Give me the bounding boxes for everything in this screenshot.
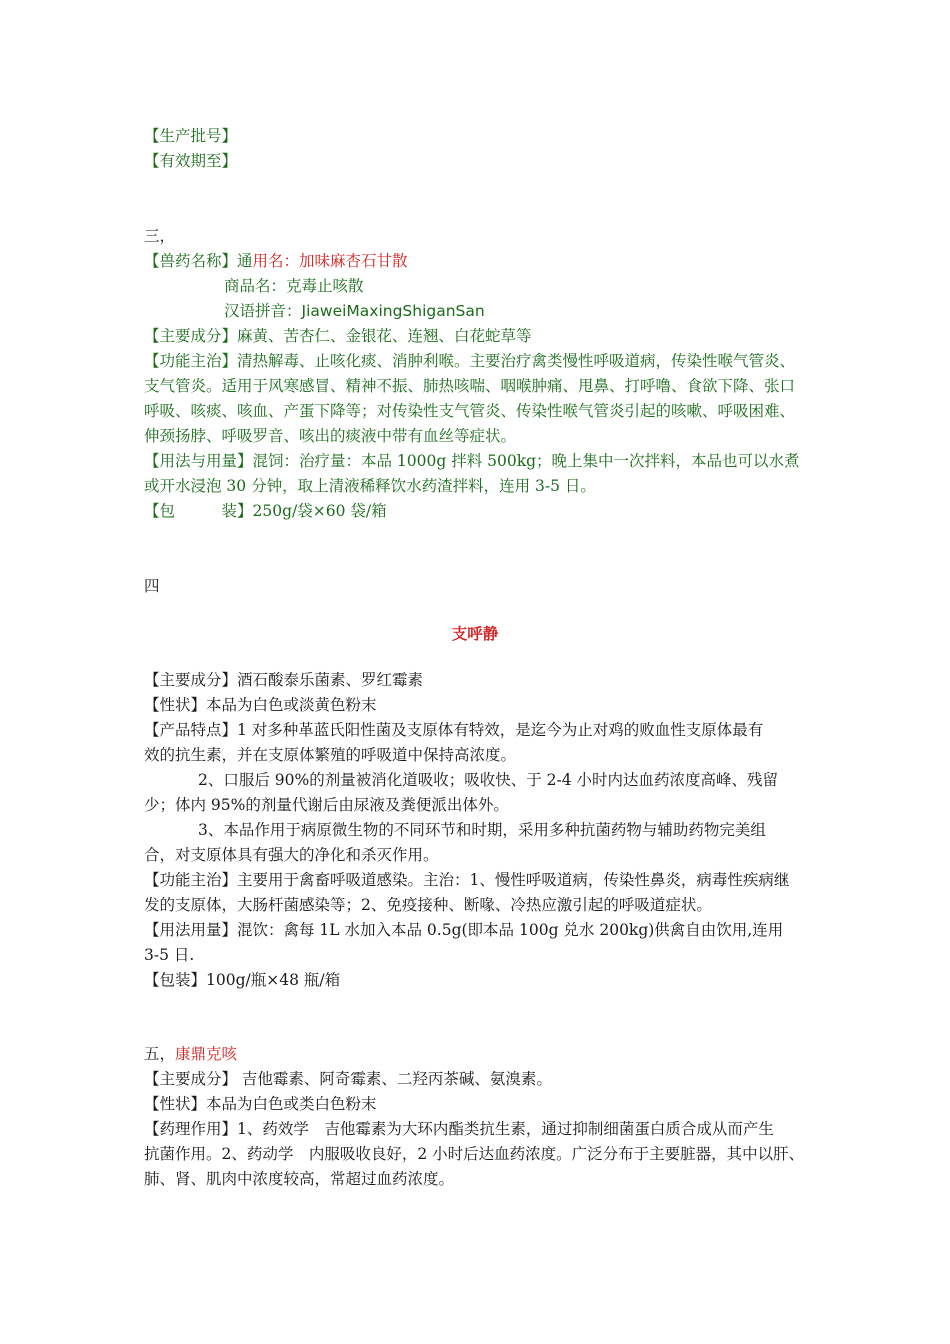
section-4-features-4: 少；体内 95%的剂量代谢后由尿液及粪便派出体外。: [144, 796, 509, 814]
section-5-pharmacology-1: 【药理作用】1、药效学 吉他霉素为大环内酯类抗生素，通过抑制细菌蛋白质合成从而产生: [144, 1120, 774, 1138]
section-4-indications-2: 发的支原体，大肠杆菌感染等；2、免疫接种、断喙、冷热应激引起的呼吸道症状。: [144, 896, 712, 914]
trade-name: 商品名：克毒止咳散: [224, 277, 364, 295]
section-4-features-1: 【产品特点】1 对多种革蓝氏阳性菌及支原体有特效，是迄今为止对鸡的败血性支原体最有: [144, 721, 764, 739]
generic-name-value: 用名：加味麻杏石甘散: [252, 252, 408, 270]
section-3-ingredients: 【主要成分】麻黄、苦杏仁、金银花、连翘、白花蛇草等: [144, 327, 532, 345]
section-3-indications-2: 支气管炎。适用于风寒感冒、精神不振、肺热咳喘、咽喉肿痛、甩鼻、打呼噜、食欲下降、张口: [144, 377, 796, 395]
section-5-ingredients: 【主要成分】 吉他霉素、阿奇霉素、二羟丙茶碱、氨溴素。: [144, 1070, 552, 1088]
section-5-appearance: 【性状】本品为白色或类白色粉末: [144, 1095, 377, 1113]
section-4-features-6: 合，对支原体具有强大的净化和杀灭作用。: [144, 846, 439, 864]
section-3-usage-1: 【用法与用量】混饲：治疗量：本品 1000g 拌料 500kg；晚上集中一次拌料，本品也可以水煮: [144, 452, 800, 470]
batch-number-label: 【生产批号】: [144, 127, 238, 145]
pinyin-name: [224, 299, 485, 324]
section-3-usage-2: 或开水浸泡 30 分钟，取上清液稀释饮水药渣拌料，连用 3-5 日。: [144, 477, 596, 495]
section-3-package: 【包 装】250g/袋×60 袋/箱: [144, 502, 387, 520]
section-4-appearance: 【性状】本品为白色或淡黄色粉末: [144, 696, 377, 714]
section-4-usage-1: 【用法用量】混饮：禽每 1L 水加入本品 0.5g(即本品 100g 兑水 200kg)供禽自由饮用,连用: [144, 921, 784, 939]
section-4-package: 【包装】100g/瓶×48 瓶/箱: [144, 971, 341, 989]
expiry-date-label: 【有效期至】: [144, 152, 238, 170]
pinyin-value: JiaweiMaxingShiganSan: [301, 302, 485, 320]
section-4-features-2: 效的抗生素，并在支原体繁殖的呼吸道中保持高浓度。: [144, 746, 517, 764]
section-3-indications-1: 【功能主治】清热解毒、止咳化痰、消肿利喉。主要治疗禽类慢性呼吸道病，传染性喉气管炎、: [144, 352, 796, 370]
section-4-heading: 四: [144, 577, 160, 595]
section-4-features-5: 3、本品作用于病原微生物的不同环节和时期，采用多种抗菌药物与辅助药物完美组: [198, 821, 766, 839]
section-4-title: 支呼静: [451, 624, 499, 643]
section-3-indications-4: 伸颈扬脖、呼吸罗音、咳出的痰液中带有血丝等症状。: [144, 427, 517, 445]
section-4-ingredients: 【主要成分】酒石酸泰乐菌素、罗红霉素: [144, 671, 424, 689]
pinyin-label: 汉语拼音：: [224, 302, 302, 320]
vet-drug-name-label: 【兽药名称】通: [144, 252, 253, 270]
section-3-heading: 三，: [144, 227, 176, 245]
section-5-heading: [144, 1042, 237, 1067]
section-4-features-3: 2、口服后 90%的剂量被消化道吸收；吸收快、于 2-4 小时内达血药浓度高峰、残留: [198, 771, 779, 789]
section-5-heading-prefix: 五，: [144, 1045, 176, 1063]
section-4-indications-1: 【功能主治】主要用于禽畜呼吸道感染。主治：1、慢性呼吸道病，传染性鼻炎，病毒性疾病继: [144, 871, 790, 889]
section-4-usage-2: 3-5 日.: [144, 946, 195, 964]
section-5-pharmacology-2: 抗菌作用。2、药动学 内服吸收良好，2 小时后达血药浓度。广泛分布于主要脏器，其中以肝、: [144, 1145, 805, 1163]
section-3-indications-3: 呼吸、咳痰、咳血、产蛋下降等；对传染性支气管炎、传染性喉气管炎引起的咳嗽、呼吸困难、: [144, 402, 796, 420]
vet-drug-name: [144, 249, 408, 274]
section-5-pharmacology-3: 肺、肾、肌肉中浓度较高，常超过血药浓度。: [144, 1170, 455, 1188]
section-5-product-name: 康鼎克咳: [175, 1045, 238, 1063]
